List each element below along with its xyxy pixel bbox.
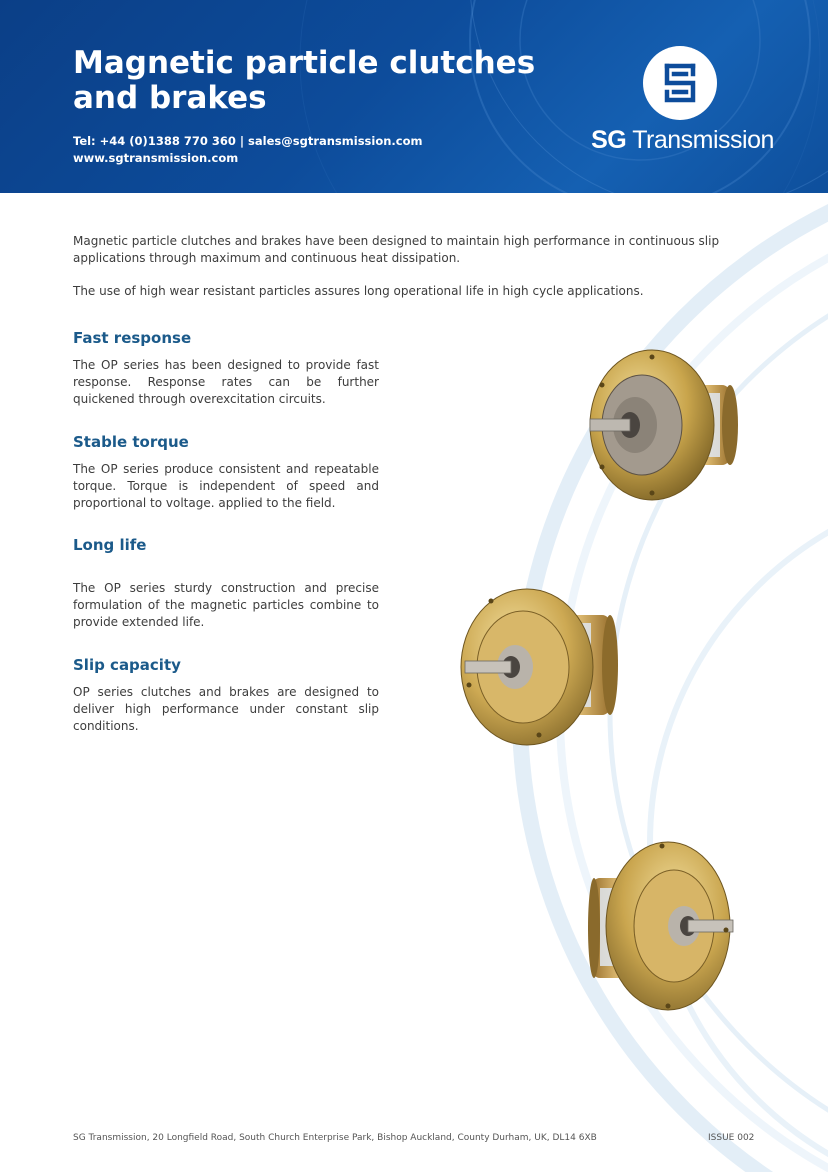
product-image-clutch-3 [588, 838, 738, 1013]
product-image-clutch-2 [455, 585, 620, 750]
product-image-clutch-1 [580, 345, 740, 505]
intro-paragraph-2: The use of high wear resistant particles assures long operational life in high cycle applications. [73, 284, 644, 298]
section-body-fast-response: The OP series has been designed to provide fast response. Response rates can be further quickened through overexcitation circuits. [73, 358, 379, 406]
section-title-fast-response: Fast response [73, 329, 192, 347]
contact-block [73, 133, 423, 167]
section-body-stable-torque: The OP series produce consistent and repeatable torque. Torque is independent of speed and proportional to voltage. applied to the field. [73, 462, 379, 510]
footer-address: SG Transmission, 20 Longfield Road, South Church Enterprise Park, Bishop Auckland, County Durham, UK, DL14 6XB [73, 1133, 597, 1143]
page-title: Magnetic particle clutches and brakes [73, 45, 536, 116]
intro-paragraph-1: Magnetic particle clutches and brakes have been designed to maintain high performance in continuous slip applications through maximum and continuous heat dissipation. [73, 234, 720, 265]
footer-issue-number: ISSUE 002 [708, 1133, 755, 1143]
brand-wordmark-rest: Transmission [626, 126, 774, 154]
section-body-slip-capacity: OP series clutches and brakes are designed to deliver high performance under constant slip conditions. [73, 685, 379, 733]
section-title-slip-capacity: Slip capacity [73, 656, 181, 674]
brand-logo [590, 46, 775, 156]
intro-text [73, 233, 763, 316]
brand-wordmark-bold: SG [591, 126, 627, 154]
brand-wordmark [590, 126, 775, 154]
section-body-long-life: The OP series sturdy construction and precise formulation of the magnetic particles combine to provide extended life. [73, 581, 379, 629]
contact-phone-email[interactable]: Tel: +44 (0)1388 770 360 | sales@sgtransmission.com [73, 134, 423, 148]
header-banner [0, 0, 828, 193]
section-title-stable-torque: Stable torque [73, 433, 189, 451]
website-link[interactable]: www.sgtransmission.com [73, 151, 239, 165]
section-title-long-life: Long life [73, 536, 147, 554]
sg-logo-icon [643, 46, 717, 120]
